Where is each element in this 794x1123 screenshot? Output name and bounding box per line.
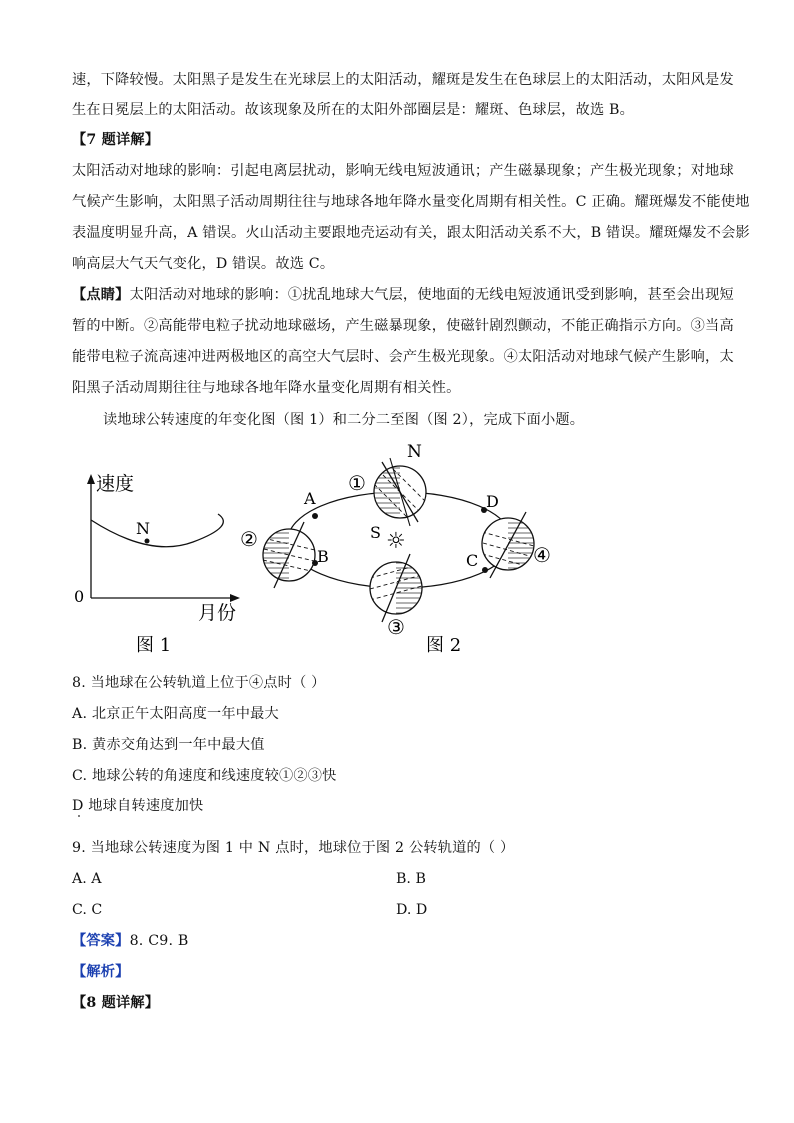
orbit-point-c: [482, 567, 488, 573]
paragraph-line: 能带电粒子流高速冲进两极地区的高空大气层时、会产生极光现象。④太阳活动对地球气候产生影响，太: [72, 349, 734, 365]
figures: [60, 432, 580, 664]
answer-value: 8. C9. B: [129, 933, 189, 949]
paragraph-line: 阳黑子活动周期往往与地球各地年降水量变化周期有相关性。: [72, 380, 461, 396]
paragraph-line: 响高层大气天气变化，D 错误。故选 C。: [72, 256, 335, 272]
answer-label: 【答案】: [72, 933, 130, 949]
point-n: [145, 539, 150, 544]
stray-dot: [78, 815, 80, 817]
label-d: D: [486, 492, 499, 511]
tip-text: 太阳活动对地球的影响：①扰乱地球大气层，使地面的无线电短波通讯受到影响，甚至会出现短: [129, 287, 734, 303]
orbit-point-a: [312, 513, 318, 519]
y-axis-label: 速度: [96, 473, 135, 495]
intro-text: 读地球公转速度的年变化图（图 1）和二分二至图（图 2），完成下面小题。: [103, 412, 585, 428]
x-axis-label: 月份: [198, 602, 237, 624]
n-label: N: [136, 519, 150, 538]
y-axis-arrow: [87, 474, 95, 484]
north-label: N: [407, 442, 422, 462]
figure2-caption: 图 2: [426, 635, 462, 656]
position-3-label: ③: [387, 615, 405, 639]
origin-label: 0: [74, 587, 85, 606]
q9-option-b: B. B: [396, 871, 426, 887]
q7-heading: 【7 题详解】: [72, 132, 160, 148]
q9-option-a: A. A: [72, 871, 102, 887]
label-b: B: [317, 547, 329, 566]
position-4-label: ④: [533, 543, 551, 567]
paragraph-line: 速，下降较慢。太阳黑子是发生在光球层上的太阳活动，耀斑是发生在色球层上的太阳活动，太阳风是发: [72, 72, 734, 88]
tip-label: 【点睛】: [72, 287, 130, 303]
q8-option-a: A. 北京正午太阳高度一年中最大: [72, 706, 279, 722]
q8-stem: 8. 当地球在公转轨道上位于④点时（ ）: [72, 675, 326, 691]
earth-position-1: [374, 458, 426, 526]
sun-label: S: [370, 523, 381, 542]
paragraph-line: 太阳活动对地球的影响：引起电离层扰动，影响无线电短波通讯；产生磁暴现象；产生极光现象；对地球: [72, 163, 734, 179]
position-1-label: ①: [348, 471, 366, 495]
paragraph-line: 暂的中断。②高能带电粒子扰动地球磁场，产生磁暴现象，使磁针剧烈颤动，不能正确指示方向。③当高: [72, 318, 734, 334]
label-a: A: [304, 489, 316, 508]
answer-line: [72, 931, 189, 951]
paragraph-line: 表温度明显升高，A 错误。火山活动主要跟地壳运动有关，跟太阳活动关系不大，B 错误。耀斑爆发不会影: [72, 225, 750, 241]
figure1: [74, 473, 240, 656]
q9-stem: 9. 当地球公转速度为图 1 中 N 点时，地球位于图 2 公转轨道的（ ）: [72, 840, 515, 856]
q9-option-d: D. D: [396, 902, 428, 918]
speed-curve: [91, 514, 223, 547]
paragraph-line: 气候产生影响，太阳黑子活动周期往往与地球各地年降水量变化周期有相关性。C 正确。耀斑爆发不能使地: [72, 194, 750, 210]
sun-icon: ☼: [386, 529, 406, 554]
earth-position-2: [263, 522, 315, 588]
analysis-label: 【解析】: [72, 964, 130, 980]
q9-option-c: C. C: [72, 902, 103, 918]
paragraph-line: 生在日冕层上的太阳活动。故该现象及所在的太阳外部圈层是：耀斑、色球层，故选 B。: [72, 102, 635, 118]
q8-option-b: B. 黄赤交角达到一年中最大值: [72, 737, 265, 753]
figure1-caption: 图 1: [136, 635, 172, 656]
tip-line: [72, 285, 734, 305]
x-axis-arrow: [230, 594, 240, 602]
q8-option-d: D 地球自转速度加快: [72, 798, 204, 814]
earth-position-3: [370, 554, 422, 622]
q8-option-c: C. 地球公转的角速度和线速度较①②③快: [72, 768, 337, 784]
figure2: [240, 442, 551, 656]
position-2-label: ②: [240, 527, 258, 551]
q8-heading: 【8 题详解】: [72, 995, 160, 1011]
label-c: C: [466, 551, 479, 570]
